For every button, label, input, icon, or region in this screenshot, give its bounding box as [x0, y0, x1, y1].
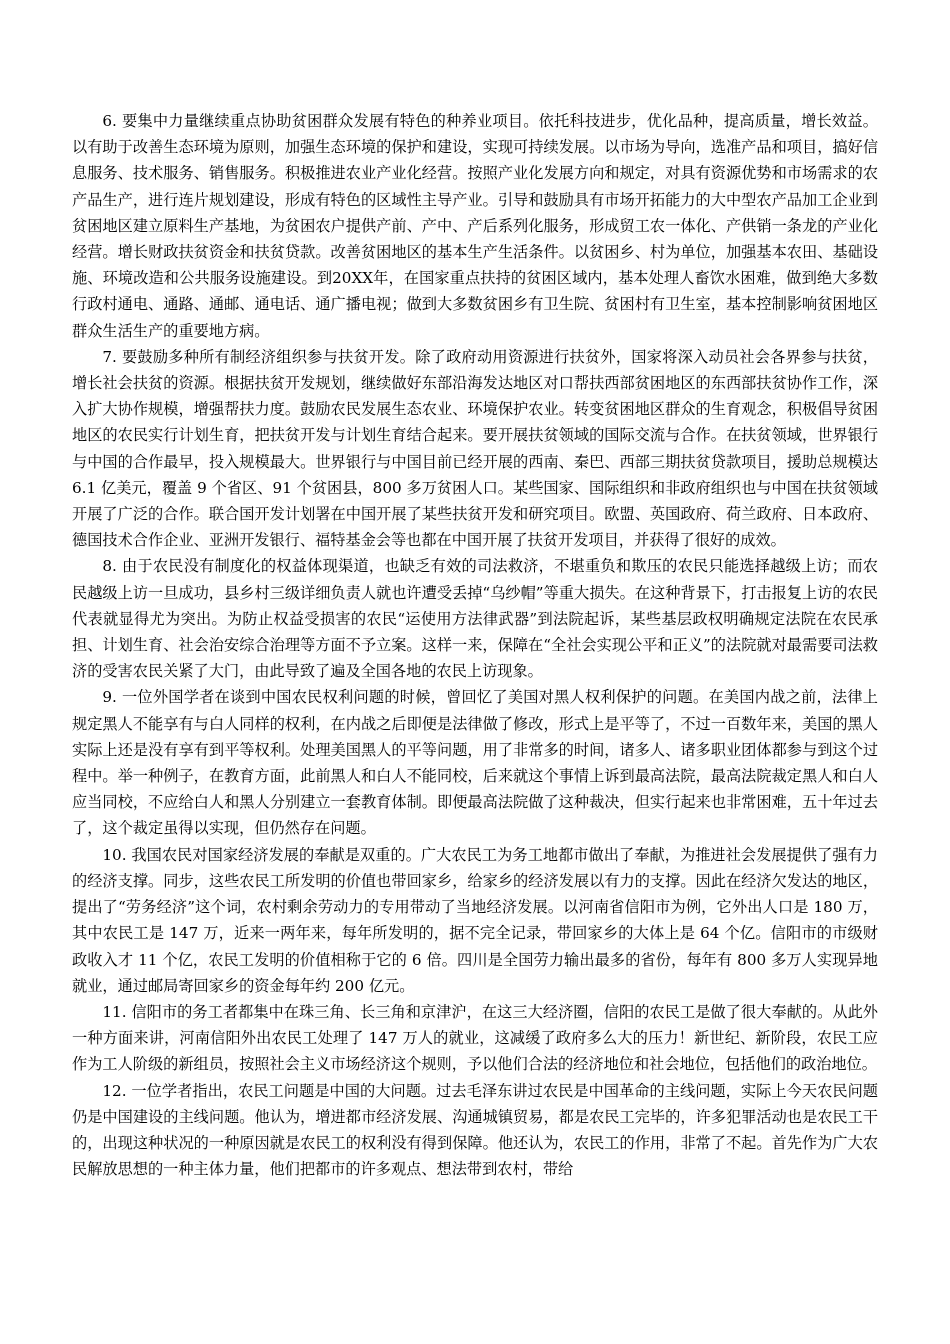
paragraph-7: 7. 要鼓励多种所有制经济组织参与扶贫开发。除了政府动用资源进行扶贫外，国家将深入动员社会各界参与扶贫，增长社会扶贫的资源。根据扶贫开发规划，继续做好东部沿海发达地区对口帮扶西部贫困地区的东西部扶贫协作工作，深入扩大协作规模，增强帮扶力度。鼓励农民发展生态农业、环境保护农业。转变贫困地区群众的生育观念，积极倡导贫困地区的农民实行计划生育，把扶贫开发与计划生育结合起来。要开展扶贫领域的国际交流与合作。在扶贫领域，世界银行与中国的合作最早，投入规模最大。世界银行与中国目前已经开展的西南、秦巴、西部三期扶贫贷款项目，援助总规模达 6.1 亿美元，覆盖 9 个省区、91 个贫困县，800 多万贫困人口。某些国家、国际组织和非政府组织也与中国在扶贫领域开展了广泛的合作。联合国开发计划署在中国开展了某些扶贫开发和研究项目。欧盟、英国政府、荷兰政府、日本政府、德国技术合作企业、亚洲开发银行、福特基金会等也都在中国开展了扶贫开发项目，并获得了很好的成效。 [72, 347, 878, 550]
paragraph-12: 12. 一位学者指出，农民工问题是中国的大问题。过去毛泽东讲过农民是中国革命的主线问题，实际上今天农民问题仍是中国建设的主线问题。他认为，增进都市经济发展、沟通城镇贸易，都是农民工完毕的，许多犯罪活动也是农民工干的，出现这种状况的一种原因就是农民工的权利没有得到保障。他还认为，农民工的作用，非常了不起。首先作为广大农民解放思想的一种主体力量，他们把都市的许多观点、想法带到农村，带给 [72, 1081, 878, 1179]
paragraph-6: 6. 要集中力量继续重点协助贫困群众发展有特色的种养业项目。依托科技进步，优化品种，提高质量，增长效益。以有助于改善生态环境为原则，加强生态环境的保护和建设，实现可持续发展。以市场为导向，选准产品和项目，搞好信息服务、技术服务、销售服务。积极推进农业产业化经营。按照产业化发展方向和规定，对具有资源优势和市场需求的农产品生产，进行连片规划建设，形成有特色的区域性主导产业。引导和鼓励具有市场开拓能力的大中型农产品加工企业到贫困地区建立原料生产基地，为贫困农户提供产前、产中、产后系列化服务，形成贸工农一体化、产供销一条龙的产业化经营。增长财政扶贫资金和扶贫贷款。改善贫困地区的基本生产生活条件。以贫困乡、村为单位，加强基本农田、基础设施、环境改造和公共服务设施建设。到20XX年，在国家重点扶持的贫困区域内，基本处理人畜饮水困难，做到绝大多数行政村通电、通路、通邮、通电话、通广播电视；做到大多数贫困乡有卫生院、贫困村有卫生室，基本控制影响贫困地区群众生活生产的重要地方病。 [72, 112, 878, 340]
paragraph-10: 10. 我国农民对国家经济发展的奉献是双重的。广大农民工为务工地都市做出了奉献，为推进社会发展提供了强有力的经济支撑。同步，这些农民工所发明的价值也带回家乡，给家乡的经济发展以有力的支撑。因此在经济欠发达的地区，提出了“劳务经济”这个词，农村剩余劳动力的专用带动了当地经济发展。以河南省信阳市为例，它外出人口是 180 万，其中农民工是 147 万，近来一两年来，每年所发明的，据不完全记录，带回家乡的大体上是 64 个亿。信阳市的市级财政收入才 11 个亿，农民工发明的价值相称于它的 6 倍。四川是全国劳力输出最多的省份，每年有 800 多万人实现异地就业，通过邮局寄回家乡的资金每年约 200 亿元。 [72, 845, 878, 995]
paragraph-11: 11. 信阳市的务工者都集中在珠三角、长三角和京津沪，在这三大经济圈，信阳的农民工是做了很大奉献的。从此外一种方面来讲，河南信阳外出农民工处理了 147 万人的就业，这减缓了政府多么大的压力！新世纪、新阶段，农民工应作为工人阶级的新组员，按照社会主义市场经济这个规则，予以他们合法的经济地位和社会地位，包括他们的政治地位。 [72, 1002, 878, 1074]
paragraph-8: 8. 由于农民没有制度化的权益体现渠道，也缺乏有效的司法救济，不堪重负和欺压的农民只能选择越级上访；而农民越级上访一旦成功，县乡村三级详细负责人就也许遭受丢掉“乌纱帽”等重大损失。在这种背景下，打击报复上访的农民代表就显得尤为突出。为防止权益受损害的农民“运使用方法律武器”到法院起诉，某些基层政权明确规定法院在农民承担、计划生育、社会治安综合治理等方面不予立案。这样一来，保障在“全社会实现公平和正义”的法院就对最需要司法救济的受害农民关紧了大门，由此导致了遍及全国各地的农民上访现象。 [72, 557, 878, 681]
document-body [72, 108, 878, 1182]
paragraph-9: 9. 一位外国学者在谈到中国农民权利问题的时候，曾回忆了美国对黑人权利保护的问题。在美国内战之前，法律上规定黑人不能享有与白人同样的权利，在内战之后即便是法律做了修改，形式上是平等了，不过一百数年来，美国的黑人实际上还是没有享有到平等权利。处理美国黑人的平等问题，用了非常多的时间，诸多人、诸多职业团体都参与到这个过程中。举一种例子，在教育方面，此前黑人和白人不能同校，后来就这个事情上诉到最高法院，最高法院裁定黑人和白人应当同校，不应给白人和黑人分别建立一套教育体制。即便最高法院做了这种裁决，但实行起来也非常困难，五十年过去了，这个裁定虽得以实现，但仍然存在问题。 [72, 688, 878, 838]
